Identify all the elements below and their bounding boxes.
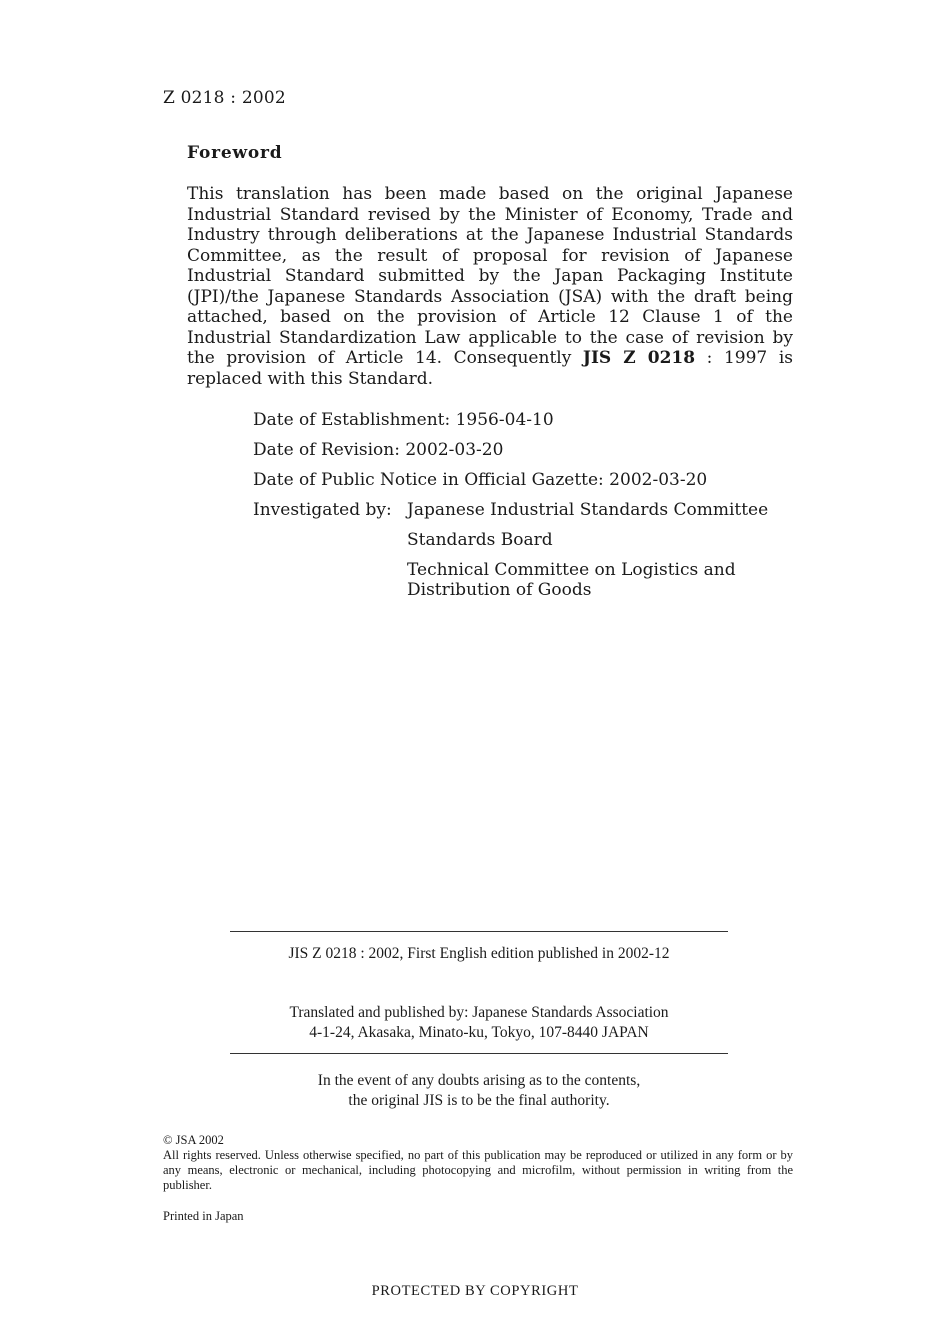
standard-reference: JIS Z 0218 [582, 348, 696, 368]
divider-top [230, 931, 728, 932]
investigated-list [407, 498, 768, 600]
divider-bottom [230, 1053, 728, 1054]
authority-line-1: In the event of any doubts arising as to the contents, [317, 1072, 641, 1089]
date-establishment: Date of Establishment: 1956-04-10 [253, 410, 554, 430]
publisher-block [230, 1003, 728, 1042]
investigator-board: Standards Board [407, 530, 553, 550]
date-revision: Date of Revision: 2002-03-20 [253, 440, 504, 460]
edition-line: JIS Z 0218 : 2002, First English edition published in 2002-12 [288, 945, 670, 962]
publisher-name: Translated and published by: Japanese Standards Association [289, 1004, 669, 1021]
document-id: Z 0218 : 2002 [163, 88, 286, 108]
printed-in: Printed in Japan [163, 1209, 244, 1223]
copyright-footer: PROTECTED BY COPYRIGHT [371, 1283, 579, 1299]
authority-line-2: the original JIS is to be the final authority. [348, 1091, 610, 1109]
foreword-text-end: : 1997 is replaced with this Standard. [187, 348, 793, 389]
rights-statement: All rights reserved. Unless otherwise specified, no part of this publication may be reproduced or utilized in any form or by any means, electronic or mechanical, including photocopying and microfilm, without permission in writing from the publisher. [163, 1148, 793, 1192]
date-public-notice: Date of Public Notice in Official Gazette: 2002-03-20 [253, 470, 708, 490]
legal-notice [163, 1133, 793, 1193]
investigator-committee: Japanese Industrial Standards Committee [407, 500, 769, 520]
investigated-label: Investigated by: [253, 500, 392, 520]
foreword-paragraph [187, 184, 793, 389]
authority-note [230, 1071, 728, 1110]
foreword-heading: Foreword [187, 143, 283, 163]
publisher-address: 4-1-24, Akasaka, Minato-ku, Tokyo, 107-8440 JAPAN [309, 1023, 649, 1041]
copyright-line: © JSA 2002 [163, 1133, 224, 1147]
foreword-text: This translation has been made based on the original Japanese Industrial Standard revised by the Minister of Economy, Trade and Industry through deliberations at the Japanese Industrial Standards Committee, as the result of proposal for revision of Japanese Industrial Standard submitted by the Japan Packaging Institute (JPI)/the Japanese Standards Association (JSA) with the draft being attached, based on the provision of Article 12 Clause 1 of the Industrial Standardization Law applicable to the case of revision by the provision of Article 14. Consequently [187, 184, 793, 368]
dates-block [253, 408, 768, 600]
investigated-by [253, 498, 768, 600]
investigator-technical-committee: Technical Committee on Logistics and Distribution of Goods [407, 560, 736, 600]
